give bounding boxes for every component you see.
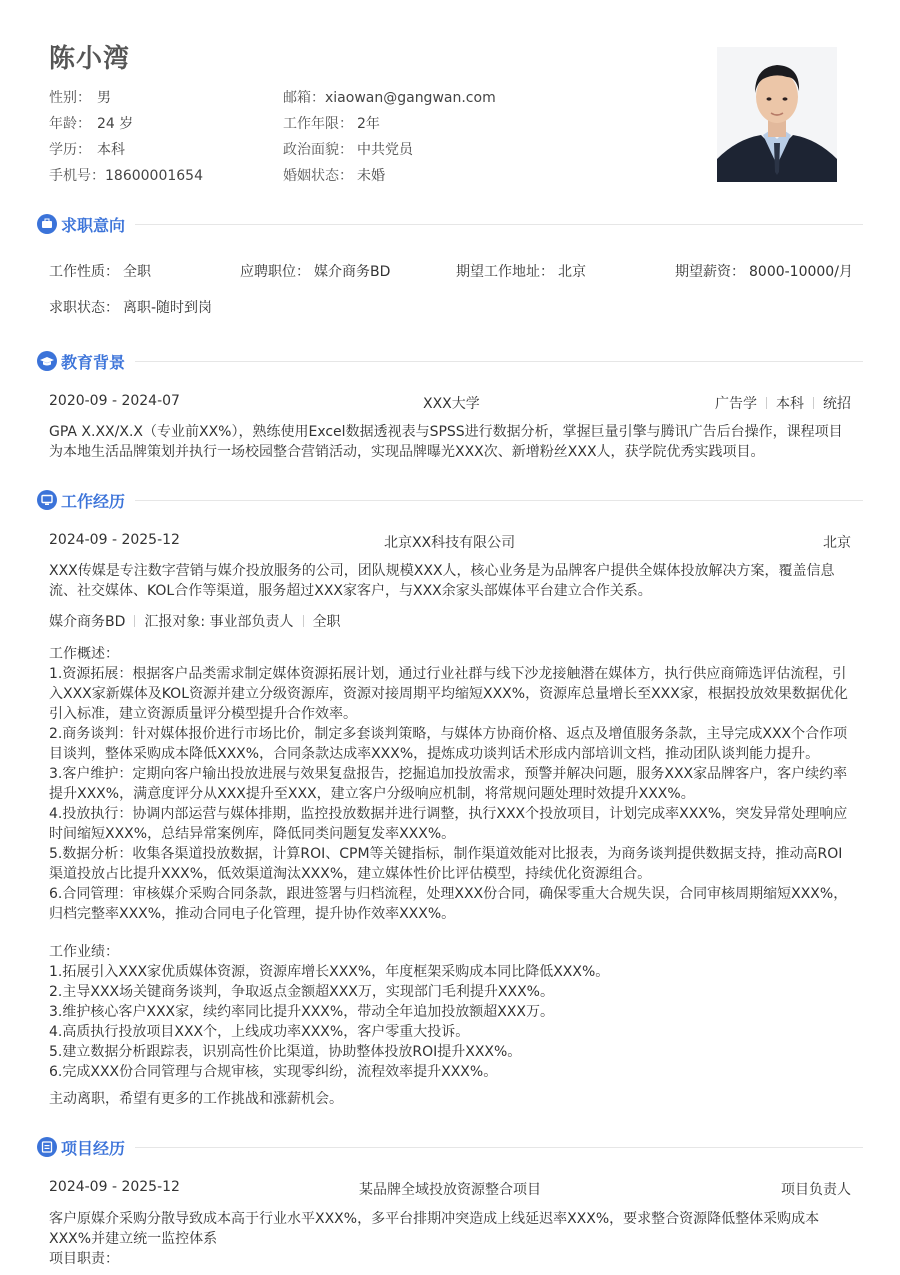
profile-photo [717, 47, 837, 182]
text-line: 目谈判，整体采购成本降低XXX%，合同条款达成率XXX%，提炼成功谈判话术形成内部培训文档，推动团队谈判能力提升。 [49, 746, 820, 762]
section-work-header [37, 488, 863, 512]
text-line: 时间缩短XXX%，总结异常案例库，降低同类问题复发率XXX%。 [49, 826, 456, 842]
info-phone: 手机号：18600001654 [49, 168, 203, 184]
work-type: 全职 [312, 614, 341, 630]
tag-separator [813, 397, 814, 409]
section-divider [135, 224, 863, 225]
project-description [49, 1209, 849, 1269]
text-line: 5.数据分析：收集各渠道投放数据，计算ROI、CPM等关键指标，制作渠道效能对比报表，为商务谈判提供数据支持，推动高ROI [49, 846, 843, 862]
education-major: 广告学 [715, 396, 757, 412]
text-line: 4.高质执行投放项目XXX个，上线成功率XXX%，客户零重大投诉。 [49, 1024, 470, 1040]
education-period: 2020-09 - 2024-07 [49, 393, 180, 409]
intent-salary: 期望薪资： 8000-10000/月 [675, 264, 853, 280]
graduation-cap-icon [37, 351, 57, 371]
duty-label: 项目职责： [49, 1251, 119, 1267]
education-description [49, 422, 849, 462]
intent-nature: 工作性质： 全职 [49, 264, 151, 280]
text-line: 为本地生活品牌策划并执行一场校园整合营销活动，实现品牌曝光XXX次、新增粉丝XXX人，获学院优秀实践项目。 [49, 444, 765, 460]
section-project-header [37, 1135, 863, 1159]
work-report-to: 汇报对象: 事业部负责人 [144, 614, 294, 630]
intent-status: 求职状态： 离职-随时到岗 [49, 300, 213, 316]
project-name: 某品牌全域投放资源整合项目 [359, 1182, 541, 1198]
text-line: 5.建立数据分析跟踪表，识别高性价比渠道，协助整体投放ROI提升XXX%。 [49, 1044, 522, 1060]
text-line: 入XXX家新媒体及KOL资源并建立分级资源库，资源对接周期平均缩短XXX%，资源库总量增长至XXX家，根据投放效果数据优化 [49, 686, 848, 702]
section-divider [135, 1147, 863, 1148]
portrait-image [717, 47, 837, 182]
text-line: 归档完整率XXX%，推动合同电子化管理，提升协作效率XXX%。 [49, 906, 456, 922]
info-age: 年龄： 24 岁 [49, 116, 134, 132]
text-line: 2.商务谈判：针对媒体报价进行市场比价，制定多套谈判策略，与媒体方协商价格、返点及增值服务条款，主导完成XXX个合作项 [49, 726, 848, 742]
text-line: 1.拓展引入XXX家优质媒体资源，资源库增长XXX%，年度框架采购成本同比降低XXX%。 [49, 964, 610, 980]
text-line: 渠道投放占比提升XXX%，低效渠道淘汰XXX%，建立媒体性价比评估模型，持续优化资源组合。 [49, 866, 652, 882]
text-line: 主动离职，希望有更多的工作挑战和涨薪机会。 [49, 1091, 343, 1107]
work-overview [49, 644, 849, 924]
work-tags [49, 611, 341, 631]
text-line: 6.完成XXX份合同管理与合规审核，实现零纠纷，流程效率提升XXX%。 [49, 1064, 498, 1080]
project-period: 2024-09 - 2025-12 [49, 1179, 180, 1195]
tag-separator [134, 615, 135, 627]
section-intent-header [37, 212, 863, 236]
briefcase-icon [37, 214, 57, 234]
intent-location: 期望工作地址： 北京 [456, 264, 586, 280]
info-education: 学历： 本科 [49, 142, 125, 158]
tag-separator [766, 397, 767, 409]
section-education-header [37, 349, 863, 373]
overview-label: 工作概述： [49, 646, 119, 662]
work-company: 北京XX科技有限公司 [384, 535, 516, 551]
tag-separator [303, 615, 304, 627]
education-degree: 本科 [776, 396, 804, 412]
company-description [49, 561, 849, 601]
section-title: 项目经历 [61, 1139, 126, 1158]
list-icon [37, 1137, 57, 1157]
text-line: 6.合同管理：审核媒介采购合同条款，跟进签署与归档流程，处理XXX份合同，确保零重大合规失误，合同审核周期缩短XXX%， [49, 886, 848, 902]
work-role: 媒介商务BD [49, 614, 126, 630]
project-role: 项目负责人 [781, 1182, 851, 1198]
text-line: GPA X.XX/X.X（专业前XX%），熟练使用Excel数据透视表与SPSS进行数据分析，掌握巨量引擎与腾讯广告后台操作，课程项目 [49, 424, 843, 440]
text-line: 提升XXX%，满意度评分从XXX提升至XXX，建立客户分级响应机制，将常规问题处理时效提升XXX%。 [49, 786, 695, 802]
info-politics: 政治面貌： 中共党员 [283, 142, 413, 158]
education-school: XXX大学 [423, 396, 480, 412]
info-gender: 性别： 男 [49, 90, 111, 106]
text-line: 3.客户维护：定期向客户输出投放进展与效果复盘报告，挖掘追加投放需求，预警并解决问题，服务XXX家品牌客户，客户续约率 [49, 766, 848, 782]
info-marital: 婚姻状态： 未婚 [283, 168, 385, 184]
info-email: 邮箱：xiaowan@gangwan.com [283, 90, 496, 106]
info-years: 工作年限： 2年 [283, 116, 380, 132]
text-line: 流、社交媒体、KOL合作等渠道，服务超过XXX家客户，与XXX余家头部媒体平台建立合作关系。 [49, 583, 652, 599]
text-line: 2.主导XXX场关键商务谈判，争取返点金额超XXX万，实现部门毛利提升XXX%。 [49, 984, 554, 1000]
text-line: 引入标准，建立资源质量评分模型提升合作效率。 [49, 706, 357, 722]
work-city: 北京 [823, 535, 851, 551]
monitor-icon [37, 490, 57, 510]
text-line: XXX传媒是专注数字营销与媒介投放服务的公司，团队规模XXX人，核心业务是为品牌客户提供全媒体投放解决方案，覆盖信息 [49, 563, 835, 579]
achievements-label: 工作业绩： [49, 944, 119, 960]
section-divider [135, 361, 863, 362]
text-line: 客户原媒介采购分散导致成本高于行业水平XXX%，多平台排期冲突造成上线延迟率XXX%，要求整合资源降低整体采购成本 [49, 1211, 820, 1227]
intent-position: 应聘职位： 媒介商务BD [240, 264, 391, 280]
text-line: XXX%并建立统一监控体系 [49, 1231, 218, 1247]
leave-reason [49, 1089, 849, 1109]
work-period: 2024-09 - 2025-12 [49, 532, 180, 548]
education-tags [715, 393, 851, 413]
candidate-name: 陈小湾 [49, 44, 131, 74]
education-mode: 统招 [823, 396, 851, 412]
section-title: 教育背景 [61, 353, 126, 372]
text-line: 1.资源拓展：根据客户品类需求制定媒体资源拓展计划，通过行业社群与线下沙龙接触潜在媒体方，执行供应商筛选评估流程，引 [49, 666, 847, 682]
section-title: 工作经历 [61, 492, 126, 511]
section-divider [135, 500, 863, 501]
section-title: 求职意向 [61, 216, 126, 235]
text-line: 4.投放执行：协调内部运营与媒体排期，监控投放数据并进行调整，执行XXX个投放项目，计划完成率XXX%，突发异常处理响应 [49, 806, 848, 822]
work-achievements [49, 942, 849, 1082]
text-line: 3.维护核心客户XXX家，续约率同比提升XXX%，带动全年追加投放额超XXX万。 [49, 1004, 554, 1020]
